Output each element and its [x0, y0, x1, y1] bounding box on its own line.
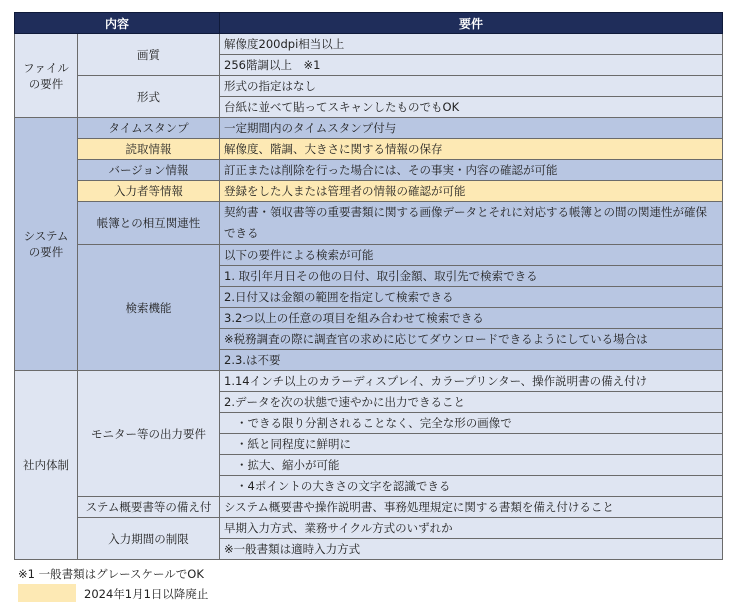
requirements-table	[14, 12, 723, 560]
item-search: 検索機能	[78, 245, 220, 371]
req-text: ・拡大、縮小が可能	[220, 455, 723, 476]
table-header	[15, 13, 723, 34]
req-text: 解像度、階調、大きさに関する情報の保存	[220, 139, 723, 160]
item-format: 形式	[78, 76, 220, 118]
req-text: 早期入力方式、業務サイクル方式のいずれか	[220, 518, 723, 539]
item-image-quality: 画質	[78, 34, 220, 76]
req-text: 2.日付又は金額の範囲を指定して検索できる	[220, 287, 723, 308]
req-text: 契約書・領収書等の重要書類に関する画像データとそれに対応する帳簿との間の関連性が確保できる	[220, 202, 723, 245]
req-text: 一定期間内のタイムスタンプ付与	[220, 118, 723, 139]
req-text: 2.データを次の状態で速やかに出力できること	[220, 392, 723, 413]
req-text: 1. 取引年月日その他の日付、取引金額、取引先で検索できる	[220, 266, 723, 287]
legend-text: 2024年1月1日以降廃止	[84, 587, 209, 601]
req-text: 登録をした人または管理者の情報の確認が可能	[220, 181, 723, 202]
footnote-1: ※1 一般書類はグレースケールでOK	[18, 567, 204, 581]
req-text: ・4ポイントの大きさの文字を認識できる	[220, 476, 723, 497]
req-text: 1.14インチ以上のカラーディスプレイ、カラープリンター、操作説明書の備え付け	[220, 371, 723, 392]
item-monitor-output: モニター等の出力要件	[78, 371, 220, 497]
req-text: ※一般書類は適時入力方式	[220, 539, 723, 560]
req-text: システム概要書や操作説明書、事務処理規定に関する書類を備え付けること	[220, 497, 723, 518]
req-text: ・紙と同程度に鮮明に	[220, 434, 723, 455]
header-requirement: 要件	[220, 13, 723, 34]
req-text: 以下の要件による検索が可能	[220, 245, 723, 266]
item-version-info: バージョン情報	[78, 160, 220, 181]
item-read-info: 読取情報	[78, 139, 220, 160]
header-content: 内容	[15, 13, 220, 34]
req-text: 解像度200dpi相当以上	[220, 34, 723, 55]
legend-swatch	[18, 584, 76, 602]
req-text: ・できる限り分割されることなく、完全な形の画像で	[220, 413, 723, 434]
item-ledger-relation: 帳簿との相互関連性	[78, 202, 220, 245]
req-text: 訂正または削除を行った場合には、その事実・内容の確認が可能	[220, 160, 723, 181]
req-text: 形式の指定はなし	[220, 76, 723, 97]
req-text: 2.3.は不要	[220, 350, 723, 371]
req-text: 3.2つ以上の任意の項目を組み合わせて検索できる	[220, 308, 723, 329]
item-system-overview: ステム概要書等の備え付	[78, 497, 220, 518]
category-system: システムの要件	[15, 118, 78, 371]
item-input-period: 入力期間の制限	[78, 518, 220, 560]
item-input-user-info: 入力者等情報	[78, 181, 220, 202]
item-timestamp: タイムスタンプ	[78, 118, 220, 139]
category-file: ファイルの要件	[15, 34, 78, 118]
req-text: 256階調以上 ※1	[220, 55, 723, 76]
req-text: ※税務調査の際に調査官の求めに応じてダウンロードできるようにしている場合は	[220, 329, 723, 350]
category-company: 社内体制	[15, 371, 78, 560]
req-text: 台紙に並べて貼ってスキャンしたものでもOK	[220, 97, 723, 118]
